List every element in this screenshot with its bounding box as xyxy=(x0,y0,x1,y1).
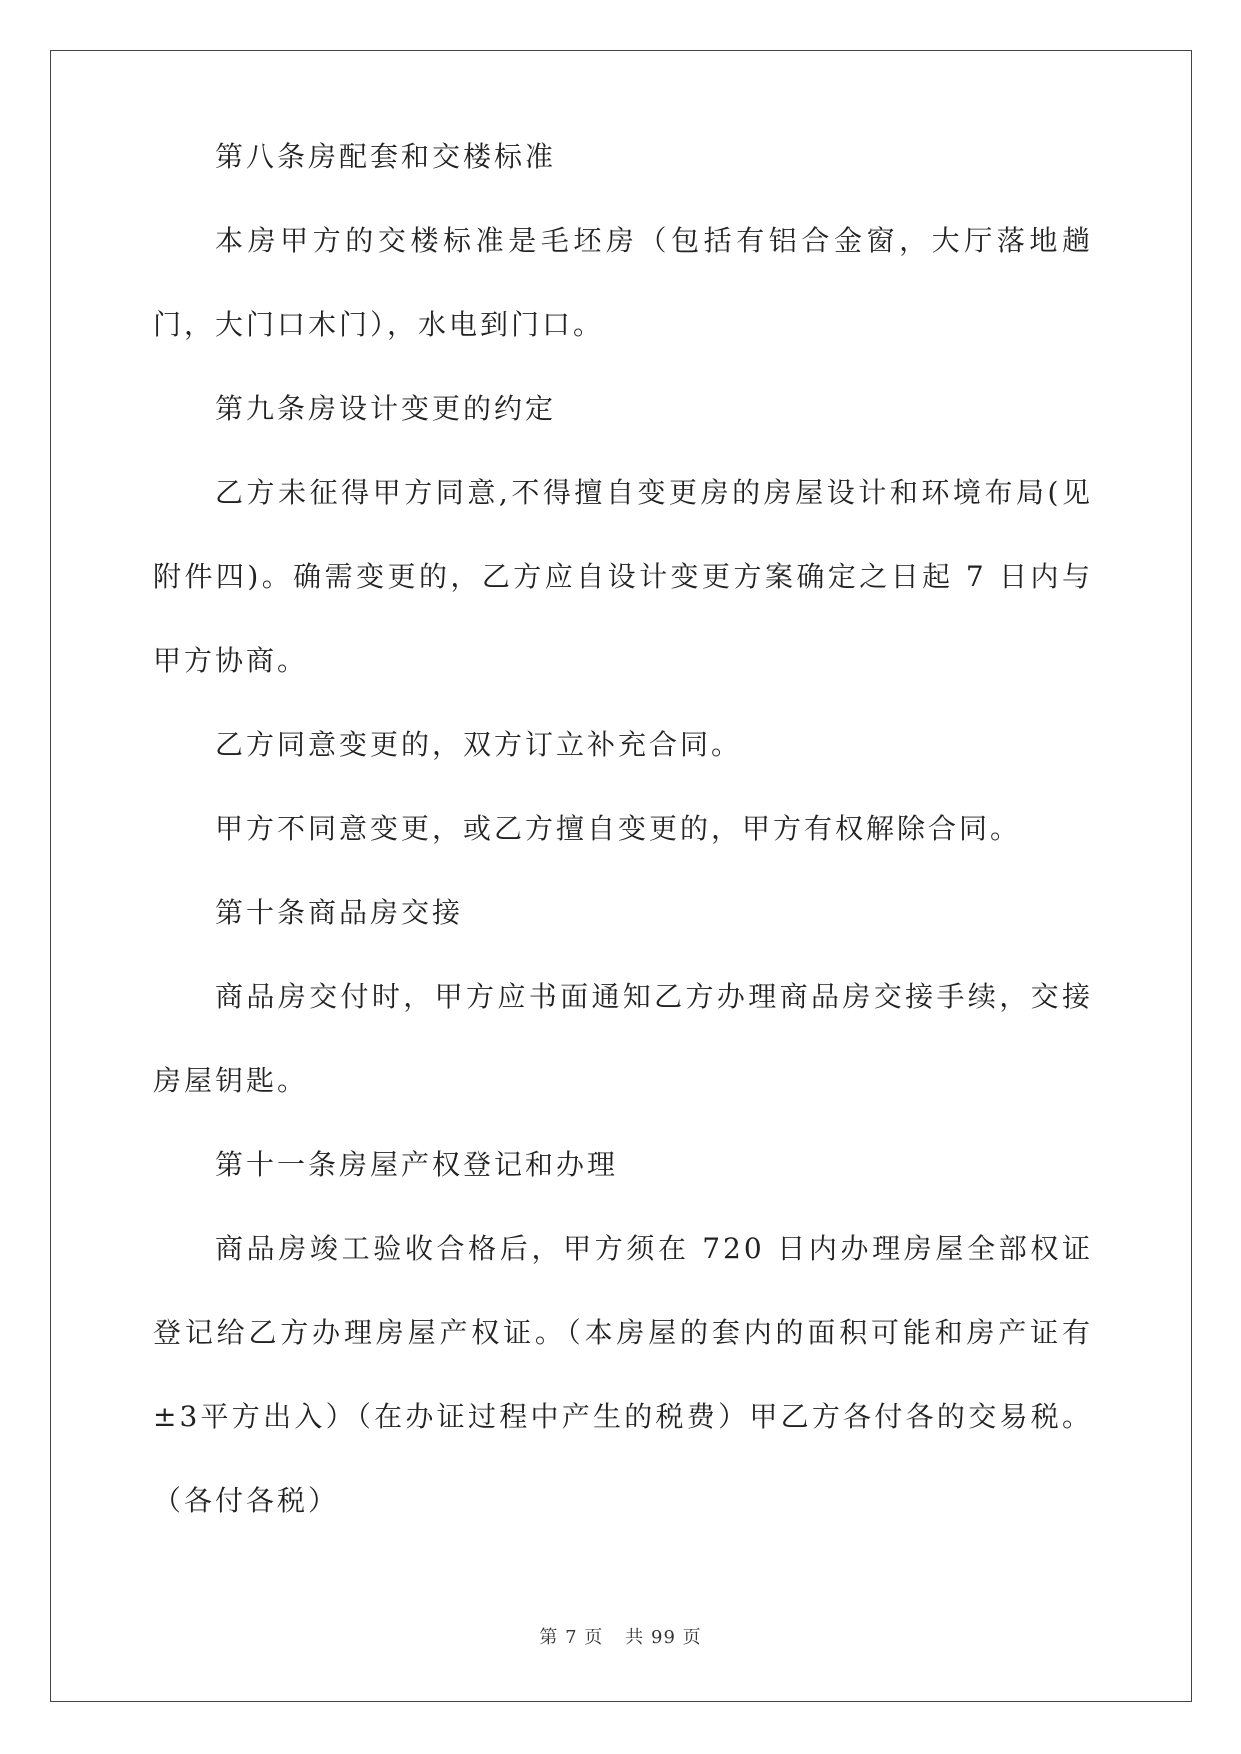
article-8-body: 本房甲方的交楼标准是毛坯房（包括有铝合金窗，大厅落地趟门，大门口木门），水电到门口。 xyxy=(153,224,1093,341)
document-body xyxy=(153,115,1093,1543)
page-number: 第 7 页 xyxy=(539,1627,604,1648)
article-9-rescission: 甲方不同意变更，或乙方擅自变更的，甲方有权解除合同。 xyxy=(215,812,1022,845)
article-11-body: 商品房竣工验收合格后，甲方须在 720 日内办理房屋全部权证登记给乙方办理房屋产权证。（本房屋的套内的面积可能和房产证有±3平方出入）（在办证过程中产生的税费）甲乙方各付各的交易税。（各付各税） xyxy=(153,1232,1093,1517)
article-10-heading: 第十条商品房交接 xyxy=(215,896,464,929)
article-10-body: 商品房交付时，甲方应书面通知乙方办理商品房交接手续，交接房屋钥匙。 xyxy=(153,980,1093,1097)
page-footer xyxy=(0,1623,1241,1649)
article-9-body: 乙方未征得甲方同意,不得擅自变更房的房屋设计和环境布局(见附件四)。确需变更的，乙方应自设计变更方案确定之日起 7 日内与甲方协商。 xyxy=(153,476,1093,677)
article-8-heading: 第八条房配套和交楼标准 xyxy=(215,140,557,173)
article-9-consent: 乙方同意变更的，双方订立补充合同。 xyxy=(215,728,743,761)
page-total: 共 99 页 xyxy=(625,1627,702,1648)
article-11-heading: 第十一条房屋产权登记和办理 xyxy=(215,1148,619,1181)
article-9-heading: 第九条房设计变更的约定 xyxy=(215,392,557,425)
